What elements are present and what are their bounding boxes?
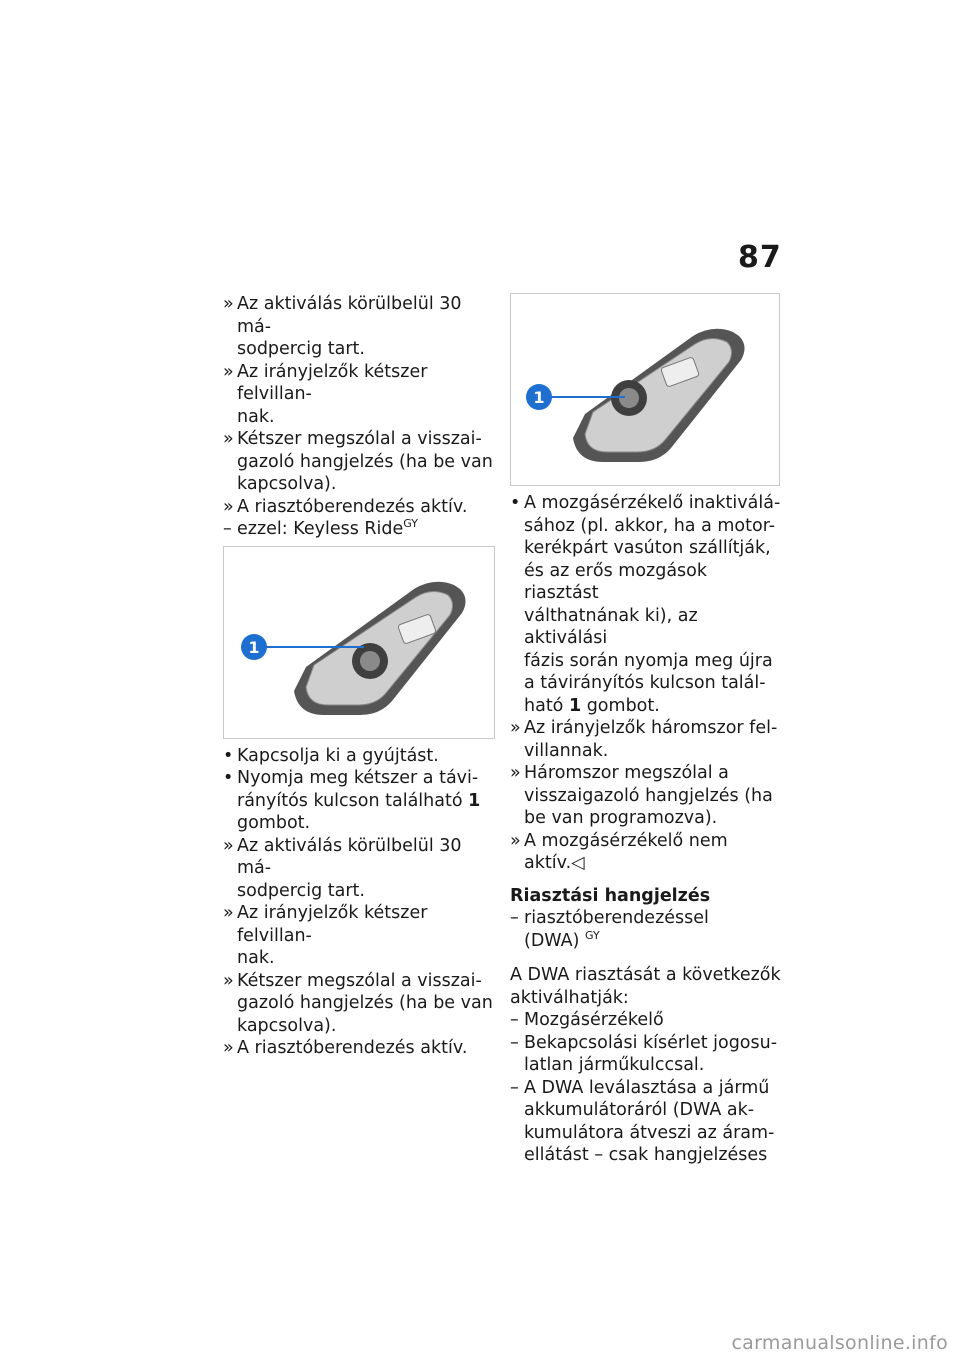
callout-number: 1 xyxy=(533,388,545,407)
bullet-arrow-icon: » xyxy=(223,496,234,517)
text-line: gazoló hangjelzés (ha be van xyxy=(237,993,493,1013)
bullet-dot-icon: • xyxy=(510,493,521,513)
superscript: GY xyxy=(403,517,418,531)
text-line: Az irányjelzők kétszer felvillan- xyxy=(237,361,428,404)
text-line: gombot. xyxy=(237,813,311,833)
remote-key-figure-left xyxy=(223,546,495,739)
dash-marker: – xyxy=(510,1010,519,1030)
list-item xyxy=(510,717,782,762)
end-of-section-icon: ◁ xyxy=(571,853,585,873)
list-item xyxy=(223,745,495,768)
text-line: A DWA leválasztása a jármű xyxy=(524,1077,770,1098)
right-column xyxy=(510,293,782,1167)
text-line: Az irányjelzők kétszer felvillan- xyxy=(237,903,428,946)
bullet-arrow-icon: » xyxy=(223,361,234,382)
bullet-arrow-icon: » xyxy=(223,903,234,923)
remote-key-illustration xyxy=(511,294,779,485)
callout-number: 1 xyxy=(248,637,260,657)
bullet-arrow-icon: » xyxy=(223,294,234,314)
bullet-arrow-icon: » xyxy=(223,970,234,991)
list-item xyxy=(223,293,495,361)
text-line: ható xyxy=(524,695,569,716)
text-line: Mozgásérzékelő xyxy=(524,1010,664,1030)
text-line: a távirányítós kulcson talál- xyxy=(524,673,766,693)
text-line: Nyomja meg kétszer a távi- xyxy=(237,768,479,788)
list-item xyxy=(223,970,495,1038)
text-line: Az aktiválás körülbelül 30 má- xyxy=(237,294,462,337)
text-line: riasztóberendezéssel xyxy=(524,908,709,928)
text-line: Kapcsolja ki a gyújtást. xyxy=(237,745,439,766)
list-item xyxy=(510,762,782,830)
text-line: nak. xyxy=(237,948,275,968)
watermark: carmanualsonline.info xyxy=(731,1332,948,1354)
list-item xyxy=(510,492,782,717)
text-line: és az erős mozgások riasztást xyxy=(524,560,707,603)
bullet-dot-icon: • xyxy=(223,745,234,766)
list-item xyxy=(223,767,495,835)
list-item xyxy=(223,1037,495,1060)
text-line: Háromszor megszólal a xyxy=(524,763,729,783)
text-line: Az aktiválás körülbelül 30 má- xyxy=(237,835,462,878)
bullet-arrow-icon: » xyxy=(223,835,234,856)
list-item xyxy=(510,830,782,875)
text-line: kumulátora átveszi az áram- xyxy=(524,1122,775,1143)
text-line: latlan járműkulccsal. xyxy=(524,1055,705,1075)
text-line: kapcsolva). xyxy=(237,1015,337,1036)
text-line: akkumulátoráról (DWA ak- xyxy=(524,1100,755,1120)
page-number: 87 xyxy=(738,240,782,275)
button-reference-number: 1 xyxy=(468,790,481,811)
list-item xyxy=(510,1077,782,1167)
remote-key-figure-right xyxy=(510,293,780,486)
left-items-bottom xyxy=(223,745,495,1060)
text-line: A mozgásérzékelő inaktiválá- xyxy=(524,493,781,513)
text-line: A mozgásérzékelő nem xyxy=(524,830,728,851)
text-line: rányítós kulcson található xyxy=(237,790,469,811)
text-line: Az irányjelzők háromszor fel- xyxy=(524,718,778,738)
text-line: sához (pl. akkor, ha a motor- xyxy=(524,515,776,536)
text-line: fázis során nyomja meg újra xyxy=(524,650,773,671)
section-heading: Riasztási hangjelzés xyxy=(510,885,711,906)
text-line: sodpercig tart. xyxy=(237,880,365,901)
dash-marker: – xyxy=(510,1032,519,1053)
list-item xyxy=(510,1009,782,1032)
dash-marker: – xyxy=(510,1077,519,1098)
text-line: A DWA riasztását a következők xyxy=(510,965,781,985)
bullet-arrow-icon: » xyxy=(223,1038,234,1058)
paragraph xyxy=(510,964,782,1009)
bullet-arrow-icon: » xyxy=(223,429,234,449)
text-line: be van programozva). xyxy=(524,808,718,828)
text-line: A riasztóberendezés aktív. xyxy=(237,1038,468,1058)
bullet-arrow-icon: » xyxy=(510,718,521,738)
text-line: (DWA) xyxy=(524,930,586,951)
list-item xyxy=(223,428,495,496)
text-line: villannak. xyxy=(524,740,609,761)
text-line: gombot. xyxy=(581,695,660,716)
left-column xyxy=(223,293,495,1060)
text-line: Bekapcsolási kísérlet jogosu- xyxy=(524,1032,778,1053)
bullet-dot-icon: • xyxy=(223,768,234,788)
bullet-arrow-icon: » xyxy=(510,830,521,851)
text-line: válthatnának ki), az aktiválási xyxy=(524,605,698,648)
list-item xyxy=(223,835,495,903)
left-items-top xyxy=(223,293,495,541)
text-line: gazoló hangjelzés (ha be van xyxy=(237,451,493,472)
list-item xyxy=(223,902,495,970)
button-reference-number: 1 xyxy=(568,695,582,716)
list-item xyxy=(510,1032,782,1077)
dwa-line xyxy=(510,907,782,952)
text-line: ezzel: Keyless Ride xyxy=(237,519,404,539)
text-line: sodpercig tart. xyxy=(237,339,365,359)
keyless-ride-line xyxy=(223,518,495,541)
text-line: ellátást – csak hangjelzéses xyxy=(524,1145,768,1165)
text-line: kapcsolva). xyxy=(237,474,337,494)
text-line: visszaigazoló hangjelzés (ha xyxy=(524,785,773,806)
right-items xyxy=(510,492,782,875)
list-item xyxy=(223,496,495,519)
dash-marker: – xyxy=(223,519,232,539)
superscript: GY xyxy=(585,928,600,942)
text-line: aktív. xyxy=(524,853,572,873)
text-line: aktiválhatják: xyxy=(510,987,629,1008)
key-button xyxy=(360,651,380,671)
text-line: kerékpárt vasúton szállítják, xyxy=(524,538,771,558)
dash-marker: – xyxy=(510,908,519,928)
text-line: Kétszer megszólal a visszai- xyxy=(237,970,482,991)
remote-key-illustration xyxy=(224,547,494,738)
list-item xyxy=(223,361,495,429)
text-line: Kétszer megszólal a visszai- xyxy=(237,429,482,449)
text-line: nak. xyxy=(237,406,275,427)
text-line: A riasztóberendezés aktív. xyxy=(237,496,468,517)
bullet-arrow-icon: » xyxy=(510,763,521,783)
dash-list xyxy=(510,1009,782,1167)
